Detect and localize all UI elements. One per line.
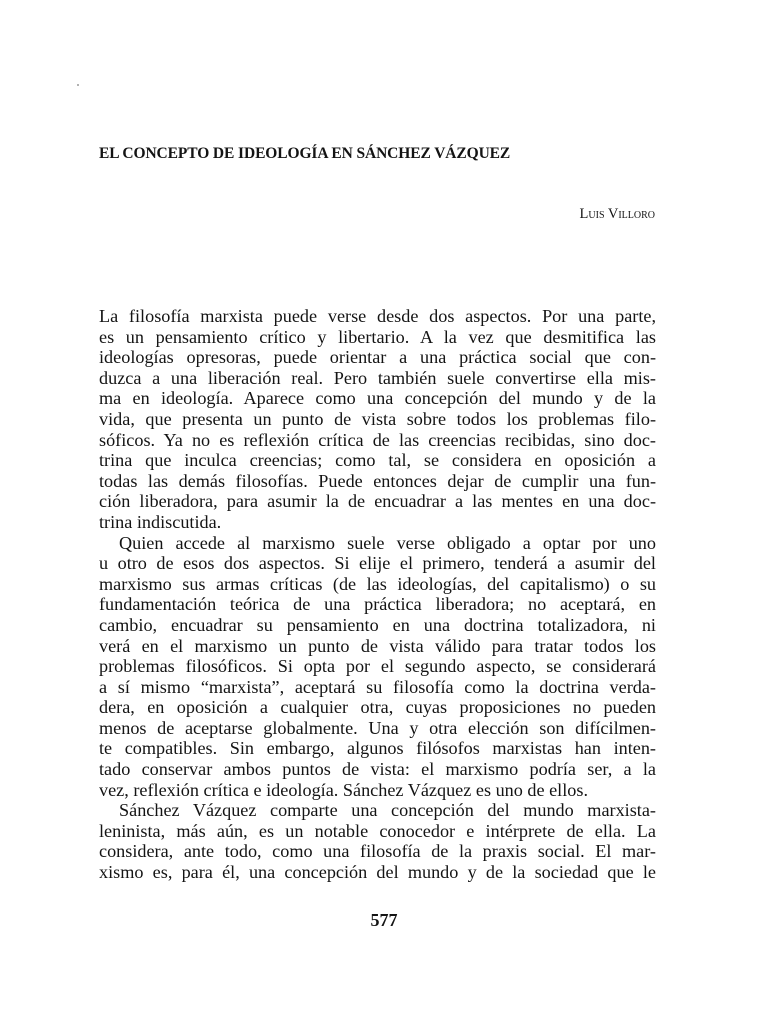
- text-line: problemas filosóficos. Si opta por el segundo aspecto, se considerará: [99, 656, 656, 677]
- text-line: todas las demás filosofías. Puede entonces dejar de cumplir una fun-: [99, 470, 656, 491]
- text-line: trina indiscutida.: [99, 511, 222, 532]
- text-line: menos de aceptarse globalmente. Una y otra elección son difícilmen-: [99, 717, 656, 738]
- text-line: fundamentación teórica de una práctica liberadora; no aceptará, en: [99, 594, 656, 615]
- page-number: 577: [370, 910, 398, 930]
- text-line: ción liberadora, para asumir la de encuadrar a las mentes en una doc-: [99, 491, 656, 512]
- text-line: a sí mismo “marxista”, aceptará su filosofía como la doctrina verda-: [99, 676, 656, 697]
- text-line: Sánchez Vázquez comparte una concepción del mundo marxista-: [119, 800, 656, 821]
- article-title: EL CONCEPTO DE IDEOLOGÍA EN SÁNCHEZ VÁZQUEZ: [99, 145, 511, 162]
- text-line: ma en ideología. Aparece como una concepción del mundo y de la: [99, 388, 656, 409]
- text-line: Quien accede al marxismo suele verse obligado a optar por uno: [119, 532, 656, 553]
- text-line: vez, reflexión crítica e ideología. Sánchez Vázquez es uno de ellos.: [99, 779, 589, 800]
- text-line: La filosofía marxista puede verse desde dos aspectos. Por una parte,: [99, 306, 656, 326]
- text-line: xismo es, para él, una concepción del mundo y de la sociedad que le: [99, 862, 656, 883]
- text-line: u otro de esos dos aspectos. Si elije el primero, tenderá a asumir del: [99, 553, 656, 574]
- text-line: te compatibles. Sin embargo, algunos filósofos marxistas han inten-: [99, 738, 656, 759]
- text-line: es un pensamiento crítico y libertario. A la vez que desmitifica las: [99, 326, 656, 347]
- text-line: considera, ante todo, como una filosofía de la praxis social. El mar-: [99, 841, 656, 862]
- author-name: Luis Villoro: [579, 206, 655, 222]
- text-line: cambio, encuadrar su pensamiento en una doctrina totalizadora, ni: [99, 614, 656, 635]
- text-line: tado conservar ambos puntos de vista: el marxismo podría ser, a la: [99, 759, 656, 780]
- text-line: leninista, más aún, es un notable conocedor e intérprete de ella. La: [99, 820, 656, 841]
- paragraph-3: [99, 800, 656, 882]
- text-line: verá en el marxismo un punto de vista válido para tratar todos los: [99, 635, 656, 656]
- text-line: marxismo sus armas críticas (de las ideologías, del capitalismo) o su: [99, 573, 656, 594]
- text-line: sóficos. Ya no es reflexión crítica de las creencias recibidas, sino doc-: [99, 429, 656, 450]
- text-line: ideologías opresoras, puede orientar a una práctica social que con-: [99, 347, 656, 368]
- text-line: trina que inculca creencias; como tal, se considera en oposición a: [99, 450, 656, 471]
- scan-speck: [77, 84, 79, 86]
- text-line: vida, que presenta un punto de vista sobre todos los problemas filo-: [99, 408, 656, 429]
- paragraph-1: [99, 306, 656, 533]
- text-line: duzca a una liberación real. Pero también suele convertirse ella mis-: [99, 367, 656, 388]
- article-body: [99, 306, 656, 883]
- text-line: dera, en oposición a cualquier otra, cuyas proposiciones no pueden: [99, 697, 656, 718]
- paragraph-2: [99, 533, 656, 801]
